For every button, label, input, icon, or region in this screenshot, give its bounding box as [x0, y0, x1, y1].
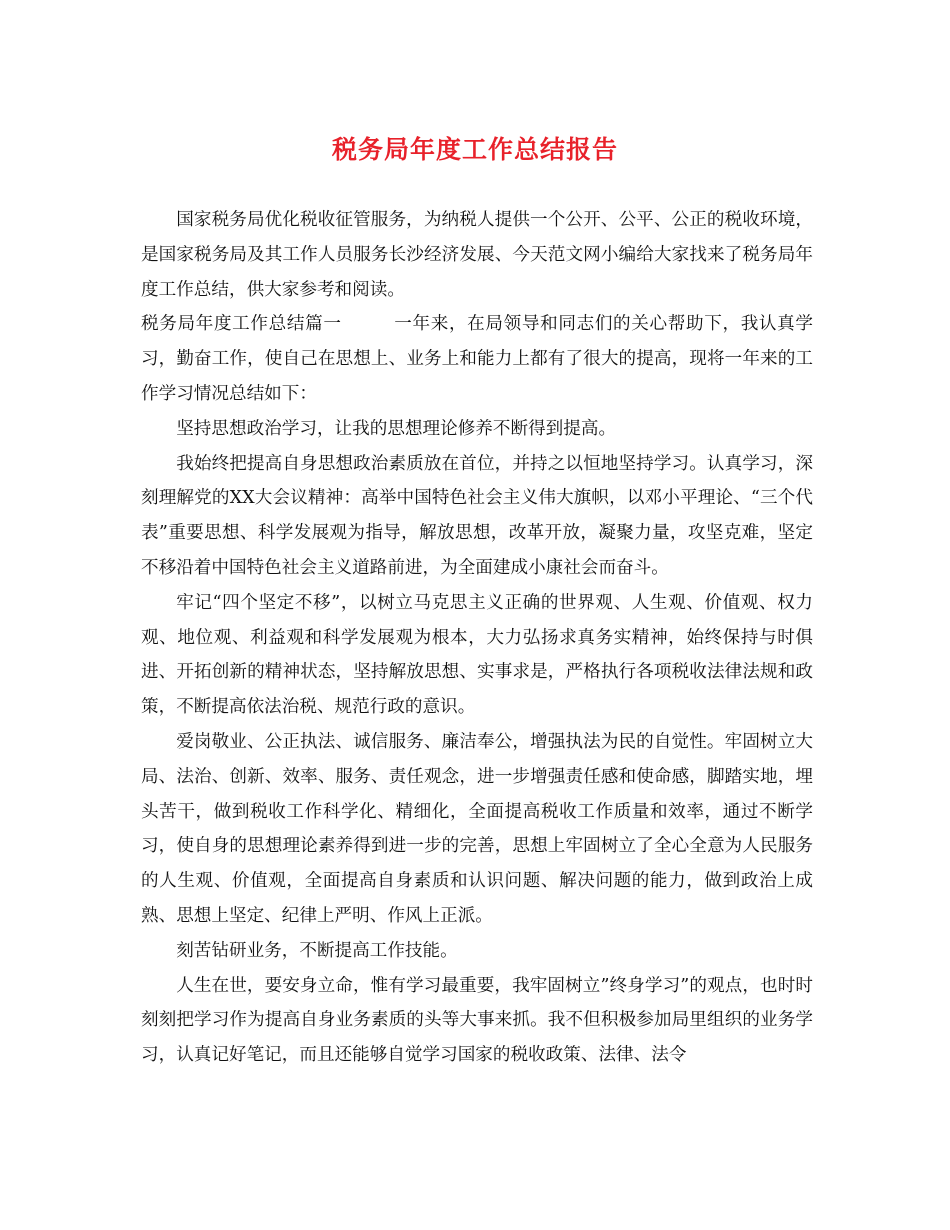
- document-body: [141, 203, 813, 1073]
- paragraph-section-one: [141, 307, 813, 411]
- paragraph-intro: 国家税务局优化税收征管服务，为纳税人提供一个公开、公平、公正的税收环境，是国家税务局及其工作人员服务长沙经济发展、今天范文网小编给大家找来了税务局年度工作总结，供大家参考和阅读。: [141, 210, 813, 300]
- paragraph-dedication: 爱岗敬业、公正执法、诚信服务、廉洁奉公，增强执法为民的自觉性。牢固树立大局、法治、创新、效率、服务、责任观念，进一步增强责任感和使命感，脚踏实地，埋头苦干，做到税收工作科学化、精细化，全面提高税收工作质量和效率，通过不断学习，使自身的思想理论素养得到进一步的完善，思想上牢固树立了全心全意为人民服务的人生观、价值观，全面提高自身素质和认识问题、解决问题的能力，做到政治上成熟、思想上坚定、纪律上严明、作风上正派。: [141, 731, 813, 926]
- paragraph-four-firm: 牢记“四个坚定不移”，以树立马克思主义正确的世界观、人生观、价值观、权力观、地位观、利益观和科学发展观为根本，大力弘扬求真务实精神，始终保持与时俱进、开拓创新的精神状态，坚持解放思想、实事求是，严格执行各项税收法律法规和政策，不断提高依法治税、规范行政的意识。: [141, 592, 813, 718]
- paragraph-political-quality: 我始终把提高自身思想政治素质放在首位，并持之以恒地坚持学习。认真学习，深刻理解党的XX大会议精神：高举中国特色社会主义伟大旗帜，以邓小平理论、“三个代表”重要思想、科学发展观为指导，解放思想，改革开放，凝聚力量，攻坚克难，坚定不移沿着中国特色社会主义道路前进，为全面建成小康社会而奋斗。: [141, 453, 813, 578]
- section-one-text: 一年来，在局领导和同志们的关心帮助下，我认真学习，勤奋工作，使自己在思想上、业务上和能力上都有了很大的提高，现将一年来的工作学习情况总结如下：: [141, 314, 813, 404]
- section-heading: 税务局年度工作总结篇一: [141, 314, 342, 335]
- document-title: 税务局年度工作总结报告: [331, 135, 618, 164]
- paragraph-political-study: 坚持思想政治学习，让我的思想理论修养不断得到提高。: [176, 418, 617, 439]
- paragraph-lifelong-learning: 人生在世，要安身立命，惟有学习最重要，我牢固树立”终身学习”的观点，也时时刻刻把学习作为提高自身业务素质的头等大事来抓。我不但积极参加局里组织的业务学习，认真记好笔记，而且还能够自觉学习国家的税收政策、法律、法令: [141, 975, 813, 1066]
- paragraph-business-study: 刻苦钻研业务，不断提高工作技能。: [176, 940, 458, 961]
